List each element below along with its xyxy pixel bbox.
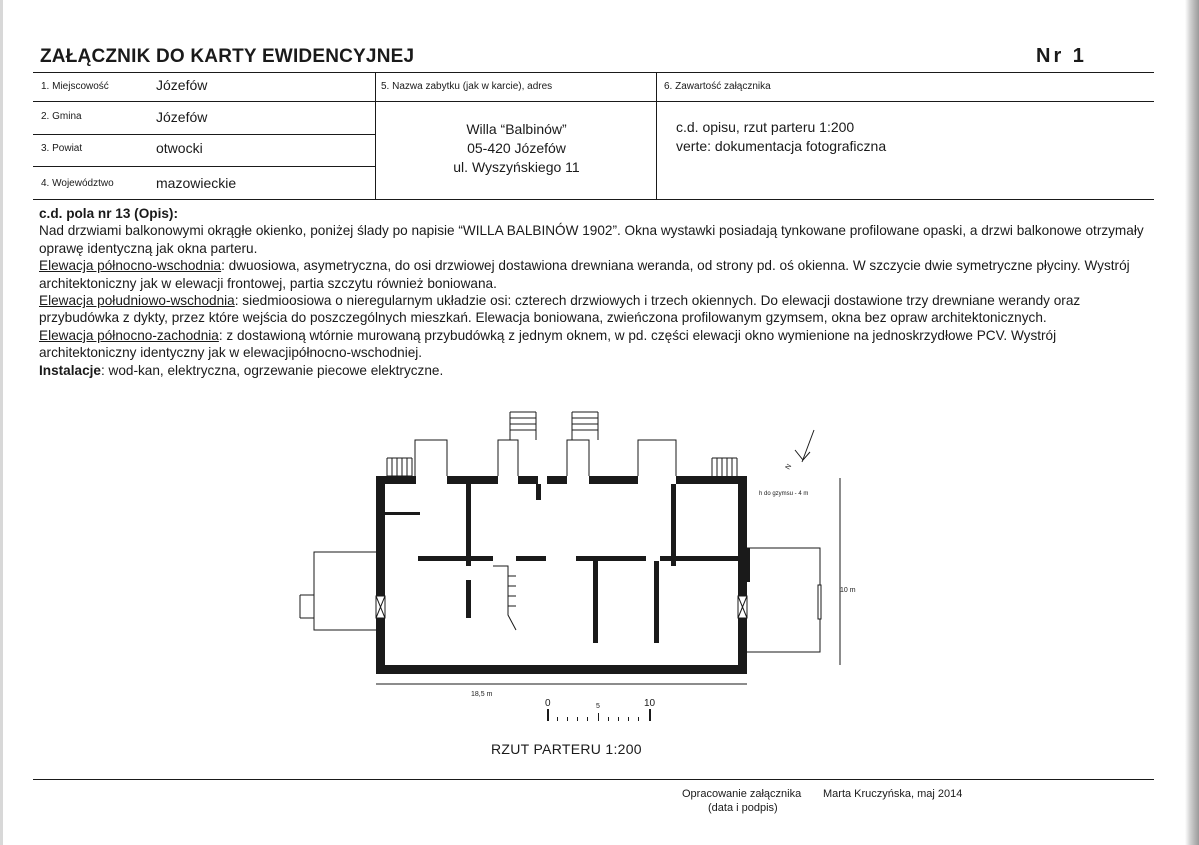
contents-line: c.d. opisu, rzut parteru 1:200 bbox=[676, 119, 855, 135]
field-value-gmina: Józefów bbox=[156, 109, 208, 125]
description-paragraph: Nad drzwiami balkonowymi okrągłe okienko, poniżej ślady po napisie “WILLA BALBINÓW 1902”. Okna wystawki posiadają tynkowane profilowane opaski, a drzwi balkonowe otrzymały oprawę identyczną jak okna parteru. bbox=[39, 223, 1144, 256]
form-bottom-rule bbox=[33, 199, 1154, 200]
form-top-rule bbox=[33, 72, 1154, 73]
description-paragraph bbox=[39, 292, 1154, 327]
monument-name: Willa “Balbinów” bbox=[466, 121, 567, 137]
installations-label: Instalacje bbox=[39, 362, 101, 378]
monument-street: ul. Wyszyńskiego 11 bbox=[453, 159, 580, 175]
elevation-label: Elewacja południowo-wschodnia bbox=[39, 293, 235, 309]
height-note: h do gzymsu - 4 m bbox=[759, 491, 809, 497]
elevation-text: : z dostawioną wtórnie murowaną przybudówką z jednym oknem, w pd. części elewacji okno wymienione na jednoskrzydłowe PCV. Wystrój architektoniczny identyczny jak w elewacjipółnocno-wschodniej. bbox=[39, 327, 1057, 361]
elevation-text: : siedmioosiowa o nieregularnym układzie osi: czterech drzwiowych i trzech okiennych. Do elewacji dostawione trzy drewniane werandy oraz przybudówka z dykty, przez które wejścia do poszczególnych mieszkań. Elewacja boniowana, zwieńczona profilowanym gzymsem, okna bez opraw architektonicznych. bbox=[39, 293, 1081, 326]
field-label-wojewodztwo: 4. Województwo bbox=[41, 178, 114, 189]
field-value-wojewodztwo: mazowieckie bbox=[156, 175, 237, 191]
contents-line: verte: dokumentacja fotograficzna bbox=[676, 138, 887, 154]
description-paragraph bbox=[39, 362, 1154, 379]
footer-label: Opracowanie załącznika bbox=[682, 788, 802, 800]
page-edge bbox=[0, 0, 3, 845]
form-row-divider bbox=[33, 101, 375, 102]
field-label-gmina: 2. Gmina bbox=[41, 111, 82, 122]
field-label-miejscowosc: 1. Miejscowość bbox=[41, 81, 109, 92]
depth-label: 10 m bbox=[840, 587, 856, 594]
plan-caption: RZUT PARTERU 1:200 bbox=[491, 741, 642, 757]
staircase bbox=[493, 566, 516, 630]
scale-tick-label: 0 bbox=[545, 698, 551, 709]
floor-plan-drawing bbox=[290, 400, 890, 740]
monument-postal: 05-420 Józefów bbox=[467, 140, 566, 156]
form-row-divider bbox=[656, 101, 1154, 102]
description-paragraph bbox=[39, 257, 1154, 292]
monument-address bbox=[400, 120, 633, 177]
scale-tick-label: 10 bbox=[644, 698, 656, 709]
form-row-divider bbox=[33, 134, 375, 135]
field-label-powiat: 3. Powiat bbox=[41, 143, 83, 154]
elevation-label: Elewacja północno-zachodnia bbox=[39, 327, 219, 343]
length-label: 18,5 m bbox=[471, 691, 493, 698]
field-value-miejscowosc: Józefów bbox=[156, 77, 208, 93]
form-row-divider bbox=[33, 166, 375, 167]
attachment-contents bbox=[676, 118, 886, 156]
north-arrow bbox=[795, 430, 814, 462]
elevation-text: : dwuosiowa, asymetryczna, do osi drzwiowej dostawiona drewniana weranda, od strony pd. oś okienna. W szczycie dwie symetryczne płyciny. Wystrój architektoniczny jak w elewacji frontowej, partia szczytu również boniowana. bbox=[39, 258, 1130, 291]
veranda-outline bbox=[314, 552, 376, 630]
scale-bar bbox=[547, 709, 651, 721]
field-value-powiat: otwocki bbox=[156, 140, 203, 156]
scale-tick-label: 5 bbox=[596, 703, 600, 710]
window-marks bbox=[376, 585, 821, 619]
field-label-nazwa: 5. Nazwa zabytku (jak w karcie), adres bbox=[381, 81, 553, 92]
stair-outline bbox=[498, 440, 518, 476]
footer-rule bbox=[33, 779, 1154, 780]
footer-label-sub: (data i podpis) bbox=[708, 802, 778, 814]
floor-plan-walls bbox=[376, 476, 750, 674]
north-label: N bbox=[784, 463, 794, 471]
extension-outline bbox=[747, 548, 820, 652]
description-paragraph bbox=[39, 327, 1154, 362]
description-heading: c.d. pola nr 13 (Opis): bbox=[39, 206, 178, 221]
form-row-divider bbox=[375, 101, 656, 102]
elevation-label: Elewacja północno-wschodnia bbox=[39, 258, 222, 274]
field-label-zawartosc: 6. Zawartość załącznika bbox=[664, 81, 771, 92]
page-title: ZAŁĄCZNIK DO KARTY EWIDENCYJNEJ bbox=[40, 46, 415, 67]
veranda-outline bbox=[638, 440, 676, 476]
form-column-divider bbox=[375, 72, 376, 200]
page-edge bbox=[1185, 0, 1199, 845]
stair-outline bbox=[567, 440, 589, 476]
description bbox=[39, 205, 1154, 379]
installations-text: : wod-kan, elektryczna, ogrzewanie piecowe elektryczne. bbox=[100, 362, 444, 378]
form-column-divider bbox=[656, 72, 657, 200]
footer-author: Marta Kruczyńska, maj 2014 bbox=[823, 788, 963, 800]
attachment-number: Nr 1 bbox=[1036, 45, 1087, 67]
veranda-outline bbox=[415, 440, 447, 476]
